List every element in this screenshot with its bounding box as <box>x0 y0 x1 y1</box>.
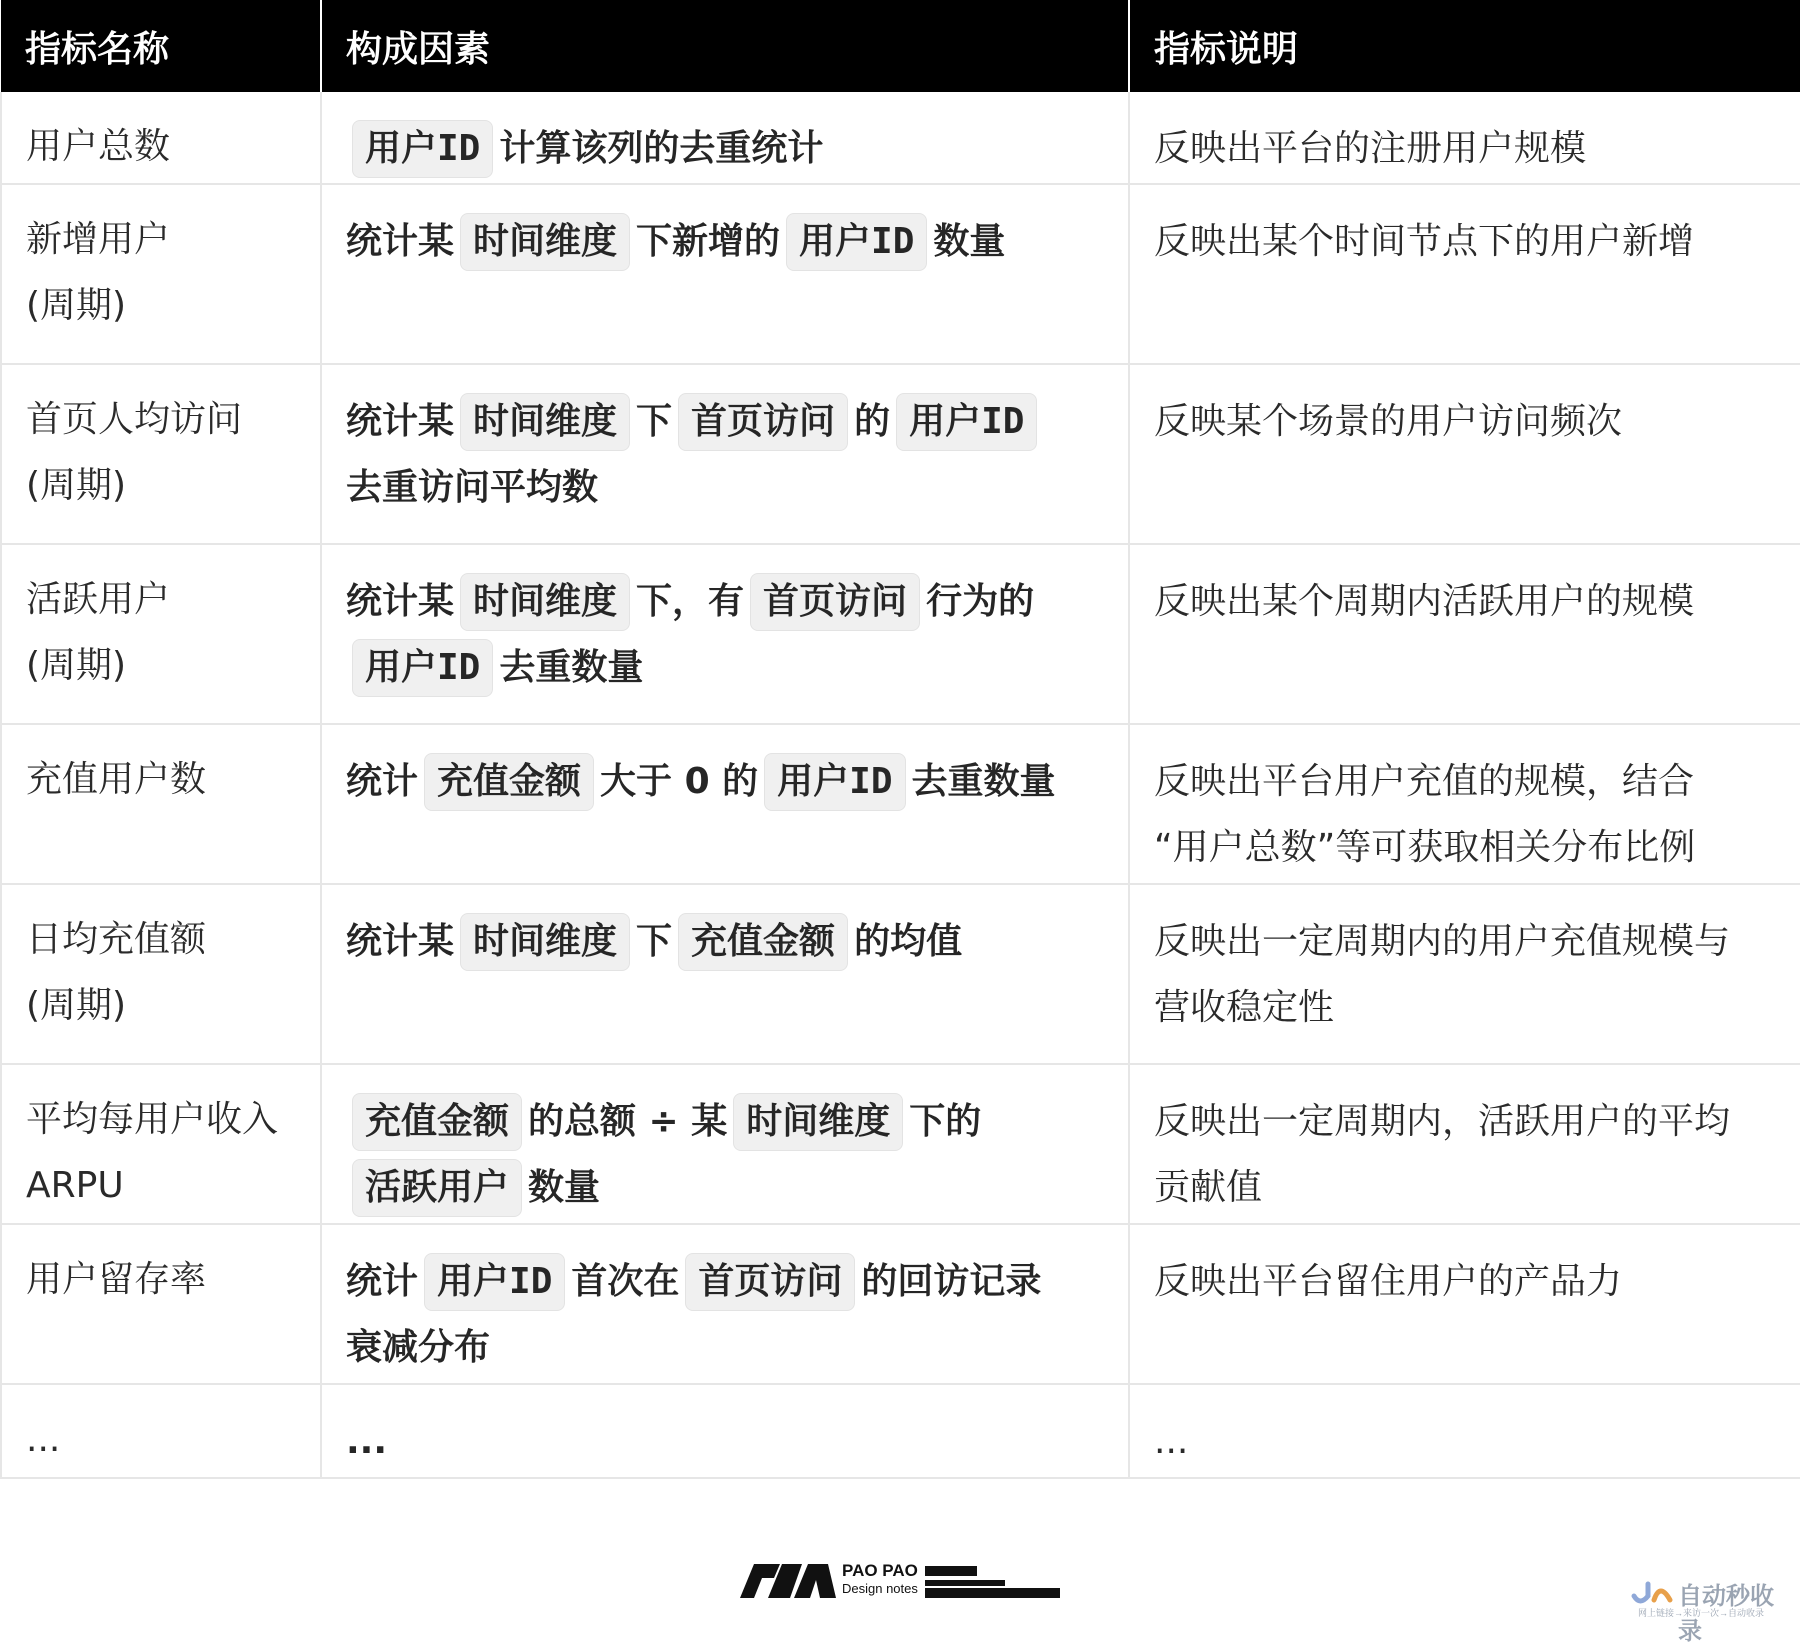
cell-composition <box>321 1224 1129 1384</box>
composition-text: 数量 <box>528 1167 601 1208</box>
table-row <box>1 1224 1800 1384</box>
cell-metric-name <box>1 884 321 1064</box>
composition-text: 的 <box>854 401 891 442</box>
composition-text: 的总额 ÷ 某 <box>528 1101 728 1142</box>
composition-text: 统计某 <box>346 401 455 442</box>
field-chip: 充值金额 <box>352 1093 522 1151</box>
composition-line <box>346 209 1104 275</box>
cell-description <box>1129 724 1800 884</box>
watermark <box>1628 1576 1788 1645</box>
metric-name-line: (周期) <box>26 645 127 686</box>
cell-metric-name <box>1 1064 321 1224</box>
composition-text: ... <box>346 1421 388 1462</box>
composition-text: 下的 <box>909 1101 982 1142</box>
logo-bars-icon <box>925 1566 1060 1600</box>
composition-text: 下 <box>636 401 673 442</box>
composition-line <box>346 635 1104 701</box>
composition-text: 去重数量 <box>499 647 644 688</box>
field-chip: 活跃用户 <box>352 1159 522 1217</box>
composition-text: 去重访问平均数 <box>346 467 599 508</box>
composition-text: 大于 0 的 <box>600 761 759 802</box>
field-chip: 充值金额 <box>424 753 594 811</box>
composition-line <box>346 1315 1104 1381</box>
composition-text: 衰减分布 <box>346 1327 491 1368</box>
composition-text: 的均值 <box>854 921 963 962</box>
metric-name-line: 活跃用户 <box>26 579 171 620</box>
description-line: 反映出某个时间节点下的用户新增 <box>1154 221 1695 262</box>
cell-description <box>1129 92 1800 184</box>
metric-name-line: (周期) <box>26 985 127 1026</box>
table-body <box>1 92 1800 1478</box>
cell-composition <box>321 1384 1129 1478</box>
cell-description <box>1129 1384 1800 1478</box>
header-composition: 构成因素 <box>321 0 1129 92</box>
cell-composition <box>321 184 1129 364</box>
cell-description <box>1129 364 1800 544</box>
metric-name-line: (周期) <box>26 465 127 506</box>
composition-text: 的回访记录 <box>861 1261 1042 1302</box>
metric-name-line: 充值用户数 <box>26 759 207 800</box>
metric-name-line: 新增用户 <box>26 219 171 260</box>
table-row <box>1 92 1800 184</box>
composition-line <box>346 1155 1104 1221</box>
cell-description <box>1129 1064 1800 1224</box>
composition-text: 下，有 <box>636 581 745 622</box>
description-line: 反映出某个周期内活跃用户的规模 <box>1154 581 1695 622</box>
table-row <box>1 724 1800 884</box>
description-line: ... <box>1154 1421 1189 1462</box>
brand-subtitle: Design notes <box>842 1581 918 1596</box>
field-chip: 首页访问 <box>685 1253 855 1311</box>
composition-line <box>346 569 1104 635</box>
composition-line <box>346 1409 1104 1475</box>
watermark-text: 自动秒收录 <box>1678 1583 1774 1645</box>
table-row <box>1 1384 1800 1478</box>
table-row <box>1 1064 1800 1224</box>
composition-text: 计算该列的去重统计 <box>499 128 824 169</box>
table-row <box>1 884 1800 1064</box>
field-chip: 用户ID <box>352 120 493 178</box>
paopao-logo <box>740 1562 1060 1602</box>
cell-composition <box>321 364 1129 544</box>
field-chip: 时间维度 <box>460 913 630 971</box>
metric-name-line: ... <box>26 1419 61 1460</box>
cell-metric-name <box>1 1224 321 1384</box>
watermark-subtext: 网上链接→来访一次→自动收录 <box>1638 1608 1765 1618</box>
metric-name-line: 用户留存率 <box>26 1259 207 1300</box>
cell-metric-name <box>1 544 321 724</box>
composition-text: 统计某 <box>346 921 455 962</box>
field-chip: 时间维度 <box>460 393 630 451</box>
description-line: 反映出平台的注册用户规模 <box>1154 128 1587 169</box>
cell-composition <box>321 92 1129 184</box>
composition-text: 去重数量 <box>911 761 1056 802</box>
metric-name-line: (周期) <box>26 285 127 326</box>
composition-line <box>346 909 1104 975</box>
metric-name-line: 日均充值额 <box>26 919 207 960</box>
field-chip: 首页访问 <box>678 393 848 451</box>
metric-name-line: ARPU <box>26 1165 124 1206</box>
field-chip: 用户ID <box>896 393 1037 451</box>
cell-metric-name <box>1 1384 321 1478</box>
composition-text: 统计某 <box>346 581 455 622</box>
description-line: 营收稳定性 <box>1154 987 1335 1028</box>
header-metric-name: 指标名称 <box>1 0 321 92</box>
composition-line <box>346 1249 1104 1315</box>
field-chip: 用户ID <box>352 639 493 697</box>
paopao-logo-icon <box>740 1564 836 1598</box>
composition-line <box>346 389 1104 455</box>
cell-metric-name <box>1 184 321 364</box>
description-line: 反映某个场景的用户访问频次 <box>1154 401 1623 442</box>
field-chip: 用户ID <box>764 753 905 811</box>
cell-composition <box>321 884 1129 1064</box>
composition-text: 统计 <box>346 1261 419 1302</box>
header-description: 指标说明 <box>1129 0 1800 92</box>
table-header <box>1 0 1800 92</box>
composition-text: 首次在 <box>571 1261 680 1302</box>
watermark-logo-icon <box>1630 1578 1676 1608</box>
cell-composition <box>321 724 1129 884</box>
field-chip: 时间维度 <box>460 213 630 271</box>
description-line: 贡献值 <box>1154 1167 1263 1208</box>
composition-text: 下新增的 <box>636 221 781 262</box>
cell-description <box>1129 1224 1800 1384</box>
metric-name-line: 平均每用户收入 <box>26 1099 279 1140</box>
composition-text: 数量 <box>933 221 1006 262</box>
cell-metric-name <box>1 92 321 184</box>
composition-line <box>346 116 1104 182</box>
brand-name: PAO PAO <box>842 1561 918 1580</box>
cell-composition <box>321 544 1129 724</box>
description-line: 反映出一定周期内的用户充值规模与 <box>1154 921 1731 962</box>
field-chip: 时间维度 <box>733 1093 903 1151</box>
field-chip: 用户ID <box>424 1253 565 1311</box>
cell-description <box>1129 184 1800 364</box>
table-row <box>1 364 1800 544</box>
cell-description <box>1129 884 1800 1064</box>
composition-text: 下 <box>636 921 673 962</box>
metric-name-line: 用户总数 <box>26 126 171 167</box>
composition-text: 统计某 <box>346 221 455 262</box>
description-line: 反映出平台用户充值的规模，结合 <box>1154 761 1695 802</box>
cell-metric-name <box>1 364 321 544</box>
cell-metric-name <box>1 724 321 884</box>
field-chip: 用户ID <box>786 213 927 271</box>
description-line: 反映出平台留住用户的产品力 <box>1154 1261 1623 1302</box>
description-line: “用户总数”等可获取相关分布比例 <box>1154 827 1696 868</box>
composition-line <box>346 1089 1104 1155</box>
metric-name-line: 首页人均访问 <box>26 399 243 440</box>
composition-text: 行为的 <box>926 581 1035 622</box>
field-chip: 首页访问 <box>750 573 920 631</box>
field-chip: 充值金额 <box>678 913 848 971</box>
composition-text: 统计 <box>346 761 419 802</box>
table-row <box>1 184 1800 364</box>
cell-composition <box>321 1064 1129 1224</box>
cell-description <box>1129 544 1800 724</box>
composition-line <box>346 749 1104 815</box>
composition-line <box>346 455 1104 521</box>
description-line: 反映出一定周期内，活跃用户的平均 <box>1154 1101 1731 1142</box>
table-row <box>1 544 1800 724</box>
field-chip: 时间维度 <box>460 573 630 631</box>
